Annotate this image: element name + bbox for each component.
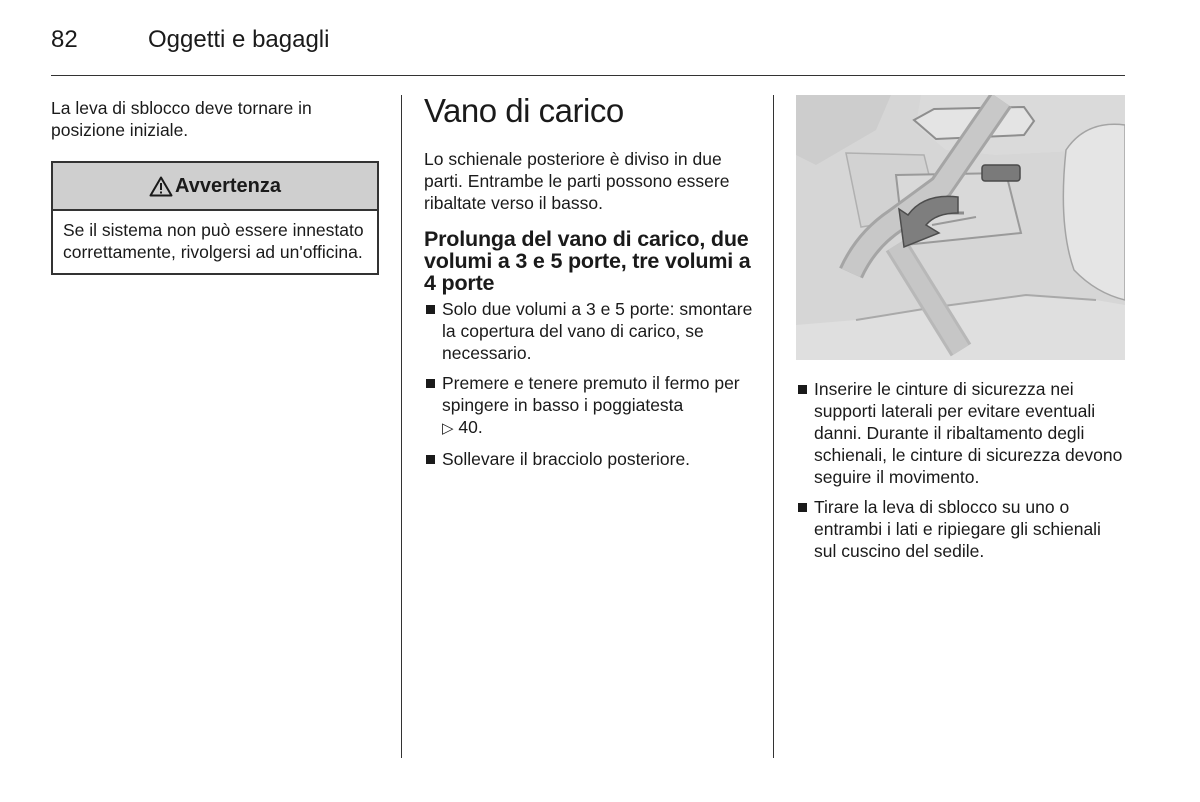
warning-body: Se il sistema non può essere innestato correttamente, rivolgersi ad un'officina. <box>63 220 364 262</box>
subsection-heading: Prolunga del vano di carico, due volumi a 3 e 5 porte, tre volumi a 4 porte <box>424 227 751 295</box>
bullet-square-icon <box>798 385 807 394</box>
column-right <box>796 95 1125 570</box>
bullet-square-icon <box>426 455 435 464</box>
warning-title: Avvertenza <box>175 174 281 197</box>
column-middle <box>424 92 756 478</box>
bullet-square-icon <box>426 379 435 388</box>
list-item <box>424 372 756 440</box>
section-intro: Lo schienale posteriore è diviso in due parti. Entrambe le parti possono essere ribaltate verso il basso. <box>424 149 730 213</box>
column-divider-left <box>401 95 402 758</box>
list-item <box>796 496 1125 562</box>
column-divider-right <box>773 95 774 758</box>
list-item-text: Tirare la leva di sblocco su uno o entrambi i lati e ripiegare gli schienali sul cuscino del sedile. <box>814 497 1101 561</box>
list-item-text: Sollevare il bracciolo posteriore. <box>442 449 691 469</box>
column-left <box>51 97 379 275</box>
list-item-text: Premere e tenere premuto il fermo per spingere in basso i poggiatesta <box>442 373 740 415</box>
instruction-list <box>796 378 1125 562</box>
chapter-title: Oggetti e bagagli <box>148 26 330 53</box>
section-heading: Vano di carico <box>424 92 624 129</box>
intro-paragraph: La leva di sblocco deve tornare in posizione iniziale. <box>51 98 312 140</box>
page-number: 82 <box>51 26 78 53</box>
warning-triangle-icon <box>149 176 173 197</box>
warning-header <box>53 163 377 211</box>
list-item <box>424 298 756 364</box>
page-reference-number: 40. <box>458 417 483 437</box>
list-item-text: Inserire le cinture di sicurezza nei supporti laterali per evitare eventuali danni. Durante il ribaltamento degli schienali, le cinture di sicurezza devono seguire il movimento. <box>814 379 1123 487</box>
list-item-text: Solo due volumi a 3 e 5 porte: smontare la copertura del vano di carico, se necessario. <box>442 299 753 363</box>
seat-release-lever-illustration <box>796 95 1125 360</box>
list-item <box>424 448 756 470</box>
header-rule <box>51 75 1125 76</box>
page-reference-icon: ▷ <box>442 420 454 437</box>
warning-box <box>51 161 379 275</box>
list-item <box>796 378 1125 488</box>
bullet-square-icon <box>426 305 435 314</box>
instruction-list <box>424 298 756 470</box>
bullet-square-icon <box>798 503 807 512</box>
